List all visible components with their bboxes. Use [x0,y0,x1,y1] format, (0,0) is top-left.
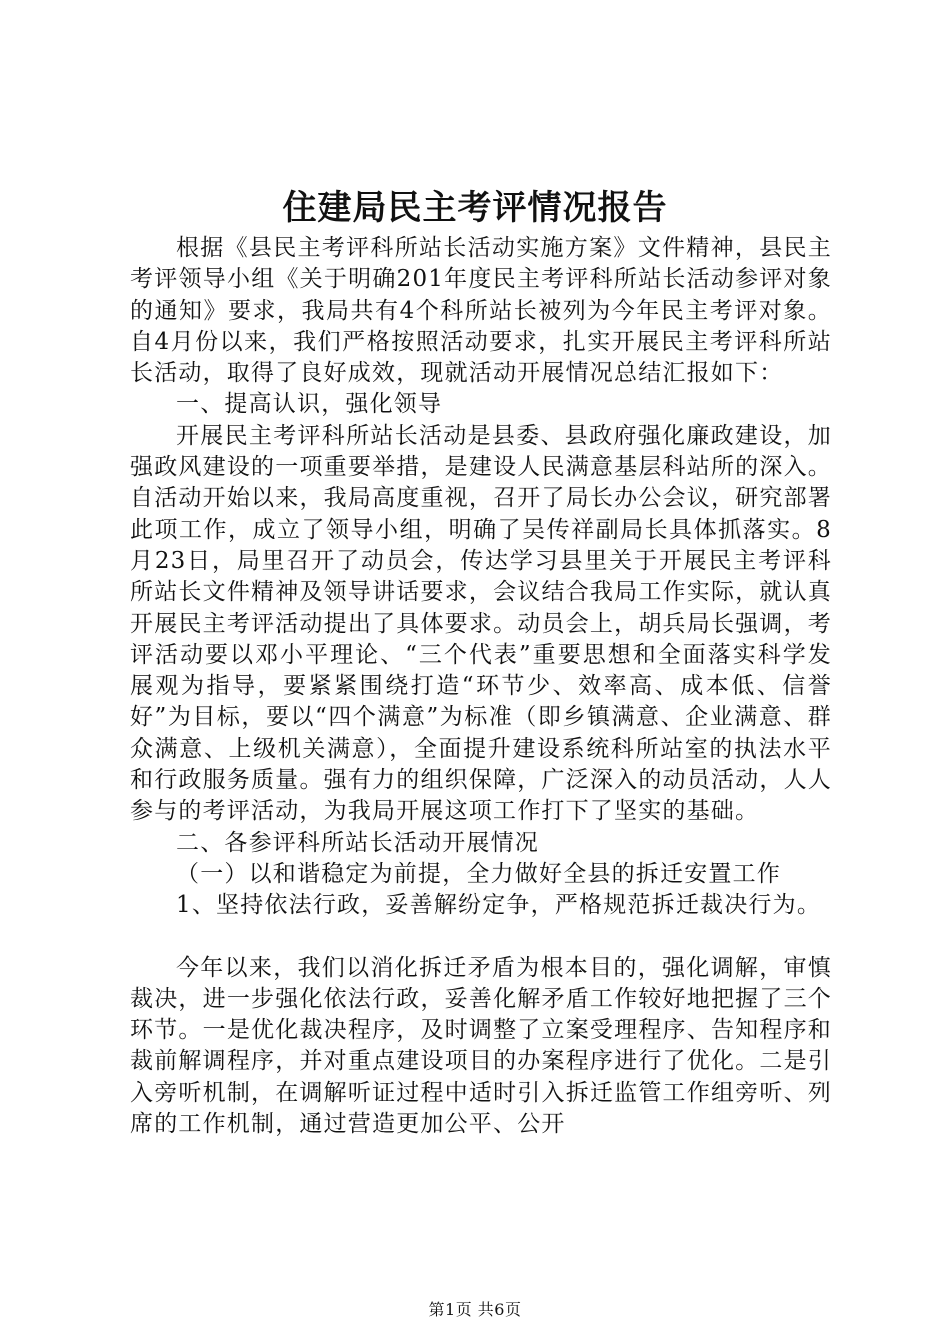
item-heading-1: 1、坚持依法行政，妥善解纷定争，严格规范拆迁裁决行为。 [176,892,822,919]
document-body [130,233,832,1140]
document-title: 住建局民主考评情况报告 [282,188,668,228]
page-number-footer: 第1页 共6页 [428,1300,522,1319]
section-heading-2: 二、各参评科所站长活动开展情况 [176,829,539,856]
subsection-heading-1: （一）以和谐稳定为前提，全力做好全县的拆迁安置工作 [176,860,781,887]
paragraph-item-1: 今年以来，我们以消化拆迁矛盾为根本目的，强化调解，审慎裁决，进一步强化依法行政，妥善化解矛盾工作较好地把握了三个环节。一是优化裁决程序，及时调整了立案受理程序、告知程序和裁前解调程序，并对重点建设项目的办案程序进行了优化。二是引入旁听机制，在调解听证过程中适时引入拆迁监管工作组旁听、列席的工作机制，通过营造更加公平、公开 [130,954,832,1138]
paragraph-intro: 根据《县民主考评科所站长活动实施方案》文件精神，县民主考评领导小组《关于明确201年度民主考评科所站长活动参评对象的通知》要求，我局共有4个科所站长被列为今年民主考评对象。自4月份以来，我们严格按照活动要求，扎实开展民主考评科所站长活动，取得了良好成效，现就活动开展情况总结汇报如下： [130,235,832,387]
paragraph-section-1: 开展民主考评科所站长活动是县委、县政府强化廉政建设，加强政风建设的一项重要举措，是建设人民满意基层科站所的深入。自活动开始以来，我局高度重视，召开了局长办公会议，研究部署此项工作，成立了领导小组，明确了吴传祥副局长具体抓落实。8月23日，局里召开了动员会，传达学习县里关于开展民主考评科所站长文件精神及领导讲话要求，会议结合我局工作实际，就认真开展民主考评活动提出了具体要求。动员会上，胡兵局长强调，考评活动要以邓小平理论、“三个代表”重要思想和全面落实科学发展观为指导，要紧紧围绕打造“环节少、效率高、成本低、信誉好”为目标，要以“四个满意”为标准（即乡镇满意、企业满意、群众满意、上级机关满意），全面提升建设系统科所站室的执法水平和行政服务质量。强有力的组织保障，广泛深入的动员活动，人人参与的考评活动，为我局开展这项工作打下了坚实的基础。 [130,422,832,825]
section-heading-1: 一、提高认识，强化领导 [176,391,443,418]
